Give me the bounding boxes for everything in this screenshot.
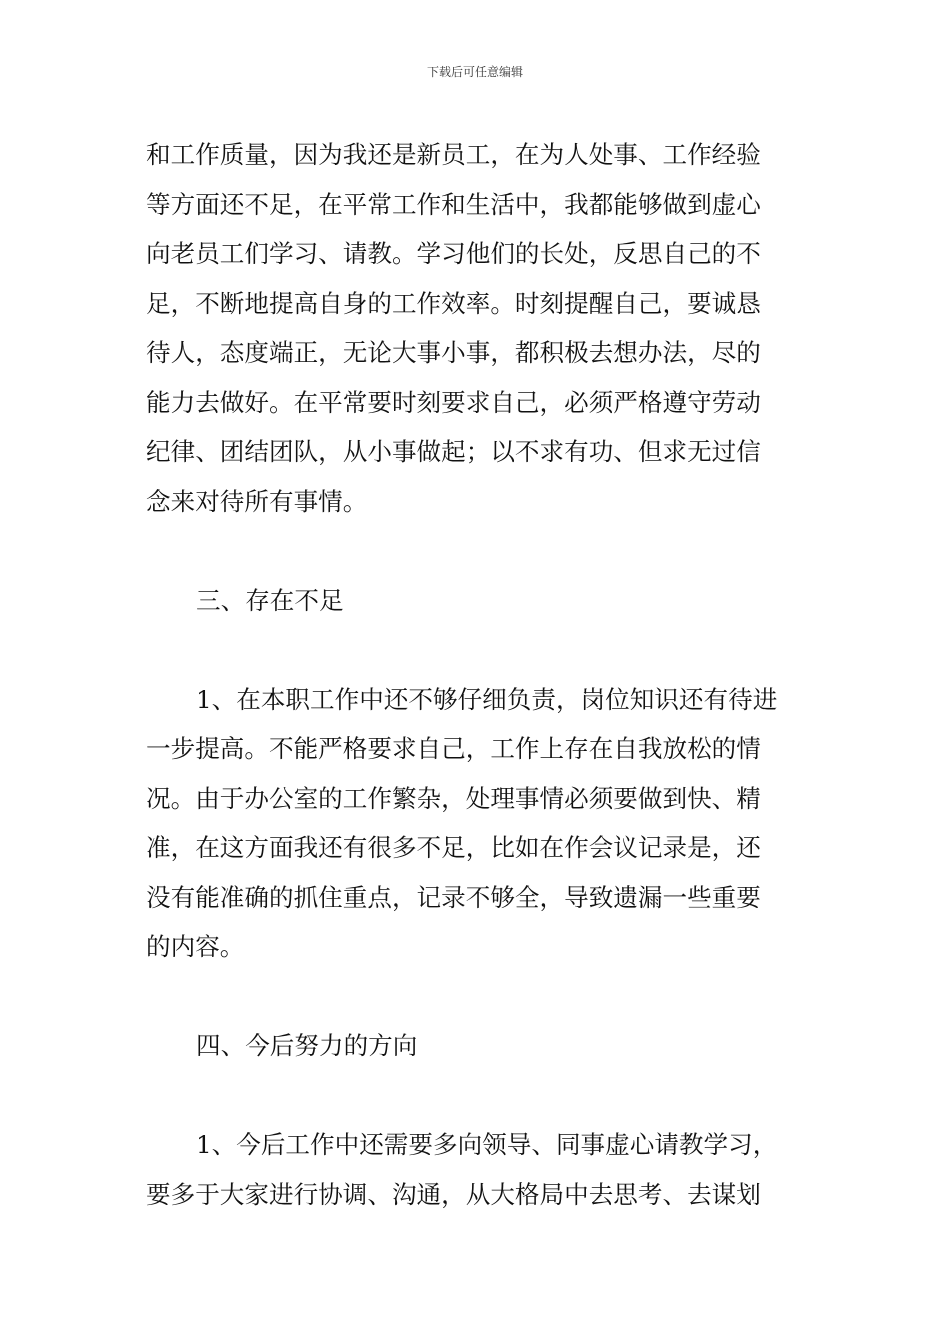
text-line: 念来对待所有事情。 <box>146 486 368 516</box>
section-heading-future-direction <box>146 1021 818 1071</box>
document-body <box>146 130 818 1219</box>
heading-text: 四、今后努力的方向 <box>196 1031 418 1060</box>
text-line: 能力去做好。在平常要时刻要求自己，必须严格遵守劳动 <box>146 387 761 417</box>
text-line: 况。由于办公室的工作繁杂，处理事情必须要做到快、精 <box>146 783 761 813</box>
text-line: 要多于大家进行协调、沟通，从大格局中去思考、去谋划 <box>146 1179 761 1209</box>
text-line: 等方面还不足，在平常工作和生活中，我都能够做到虚心 <box>146 189 761 219</box>
text-line: 准，在这方面我还有很多不足，比如在作会议记录是，还 <box>146 833 761 862</box>
text-line: 待人，态度端正，无论大事小事，都积极去想办法，尽的 <box>146 338 761 367</box>
paragraph-work-attitude <box>146 130 818 526</box>
paragraph-spacer <box>146 526 818 576</box>
section-heading-shortcomings <box>146 576 818 626</box>
paragraph-future-direction <box>146 1120 818 1219</box>
text-line: 的内容。 <box>146 932 245 961</box>
paragraph-spacer <box>146 972 818 1022</box>
text-line: 足，不断地提高自身的工作效率。时刻提醒自己，要诚恳 <box>146 288 761 318</box>
text-line: 没有能准确的抓住重点，记录不够全，导致遗漏一些重要 <box>146 882 761 912</box>
paragraph-spacer <box>146 625 818 675</box>
paragraph-spacer <box>146 1071 818 1121</box>
text-line: 一步提高。不能严格要求自己，工作上存在自我放松的情 <box>146 734 761 763</box>
text-line: 纪律、团结团队，从小事做起；以不求有功、但求无过信 <box>146 437 761 466</box>
text-line: 1、在本职工作中还不够仔细负责，岗位知识还有待进 <box>196 684 778 714</box>
text-line: 1、今后工作中还需要多向领导、同事虚心请教学习， <box>196 1130 778 1159</box>
paragraph-shortcomings <box>146 675 818 972</box>
page-header-watermark: 下载后可任意编辑 <box>426 65 523 79</box>
text-line: 和工作质量，因为我还是新员工，在为人处事、工作经验 <box>146 140 761 169</box>
heading-text: 三、存在不足 <box>196 585 344 615</box>
text-line: 向老员工们学习、请教。学习他们的长处，反思自己的不 <box>146 239 761 268</box>
